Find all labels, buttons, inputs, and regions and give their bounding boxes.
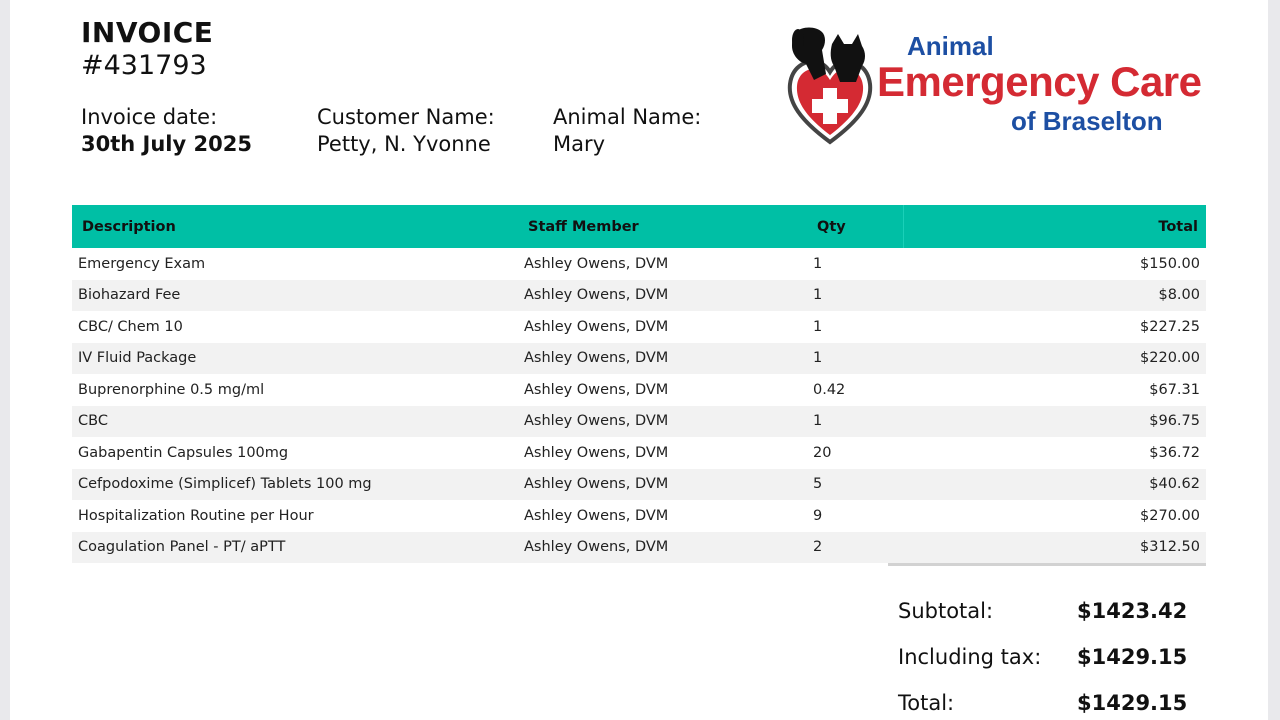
logo-text-animal: Animal — [907, 31, 994, 61]
pet-heart-cross-icon — [786, 24, 874, 148]
subtotal-value: $1423.42 — [1077, 599, 1188, 623]
subtotal-label: Subtotal: — [898, 599, 994, 623]
table-row — [72, 374, 1206, 406]
table-row — [72, 532, 1206, 564]
item-total: $36.72 — [1149, 444, 1200, 461]
invoice-number: #431793 — [81, 50, 207, 81]
item-total: $270.00 — [1140, 507, 1200, 524]
invoice-date-block — [81, 104, 252, 158]
item-total: $220.00 — [1140, 350, 1200, 367]
item-description: Biohazard Fee — [78, 287, 181, 304]
item-description: Hospitalization Routine per Hour — [78, 507, 314, 524]
animal-name-value: Mary — [553, 132, 606, 156]
item-description: IV Fluid Package — [78, 350, 197, 367]
table-row — [72, 406, 1206, 438]
column-header-qty: Qty — [807, 205, 903, 248]
item-total: $96.75 — [1149, 413, 1200, 430]
item-staff: Ashley Owens, DVM — [524, 287, 669, 304]
line-items-table — [72, 205, 1206, 563]
line-items-body — [72, 248, 1206, 563]
item-qty: 2 — [813, 539, 823, 556]
item-staff: Ashley Owens, DVM — [524, 350, 669, 367]
table-row — [72, 311, 1206, 343]
item-description: CBC/ Chem 10 — [78, 318, 183, 335]
item-qty: 1 — [813, 287, 823, 304]
item-staff: Ashley Owens, DVM — [524, 413, 669, 430]
logo-text-of-braselton: of Braselton — [1011, 106, 1163, 136]
item-total: $8.00 — [1158, 287, 1200, 304]
animal-name-block — [553, 104, 701, 158]
table-row — [72, 248, 1206, 280]
item-qty: 1 — [813, 318, 823, 335]
customer-name-block — [317, 104, 495, 158]
total-label: Total: — [898, 691, 955, 715]
tax-label: Including tax: — [898, 645, 1042, 669]
item-qty: 1 — [813, 255, 823, 272]
invoice-date-label: Invoice date: — [81, 105, 218, 129]
item-qty: 1 — [813, 413, 823, 430]
table-row — [72, 280, 1206, 312]
header-row — [72, 205, 1206, 248]
item-description: Gabapentin Capsules 100mg — [78, 444, 289, 461]
item-staff: Ashley Owens, DVM — [524, 507, 669, 524]
item-description: Cefpodoxime (Simplicef) Tablets 100 mg — [78, 476, 372, 493]
item-total: $227.25 — [1140, 318, 1200, 335]
table-row — [72, 469, 1206, 501]
item-staff: Ashley Owens, DVM — [524, 476, 669, 493]
logo-text-emergency-care: Emergency Care — [877, 58, 1202, 105]
item-staff: Ashley Owens, DVM — [524, 539, 669, 556]
item-description: Emergency Exam — [78, 255, 206, 272]
line-items-header — [72, 205, 1206, 248]
column-header-total: Total — [1158, 218, 1198, 235]
table-row — [72, 500, 1206, 532]
item-qty: 9 — [813, 507, 823, 524]
item-qty: 20 — [813, 444, 832, 461]
item-total: $40.62 — [1149, 476, 1200, 493]
tax-value: $1429.15 — [1077, 645, 1188, 669]
item-staff: Ashley Owens, DVM — [524, 381, 669, 398]
total-value: $1429.15 — [1077, 691, 1188, 715]
item-description: CBC — [78, 413, 108, 430]
item-qty: 0.42 — [813, 381, 846, 398]
item-staff: Ashley Owens, DVM — [524, 318, 669, 335]
invoice-page — [10, 0, 1268, 720]
table-row — [72, 437, 1206, 469]
column-header-staff: Staff Member — [528, 218, 639, 235]
item-qty: 1 — [813, 350, 823, 367]
item-total: $67.31 — [1149, 381, 1200, 398]
customer-name-label: Customer Name: — [317, 105, 495, 129]
item-qty: 5 — [813, 476, 823, 493]
item-description: Buprenorphine 0.5 mg/ml — [78, 381, 265, 398]
animal-name-label: Animal Name: — [553, 105, 702, 129]
column-header-description: Description — [82, 218, 176, 235]
table-row — [72, 343, 1206, 375]
item-total: $312.50 — [1140, 539, 1200, 556]
item-total: $150.00 — [1140, 255, 1200, 272]
customer-name-value: Petty, N. Yvonne — [317, 132, 491, 156]
invoice-title: INVOICE — [81, 16, 214, 49]
clinic-logo — [786, 24, 1206, 150]
item-staff: Ashley Owens, DVM — [524, 444, 669, 461]
item-staff: Ashley Owens, DVM — [524, 255, 669, 272]
item-description: Coagulation Panel - PT/ aPTT — [78, 539, 286, 556]
invoice-date-value: 30th July 2025 — [81, 132, 252, 156]
totals-divider — [888, 563, 1206, 566]
